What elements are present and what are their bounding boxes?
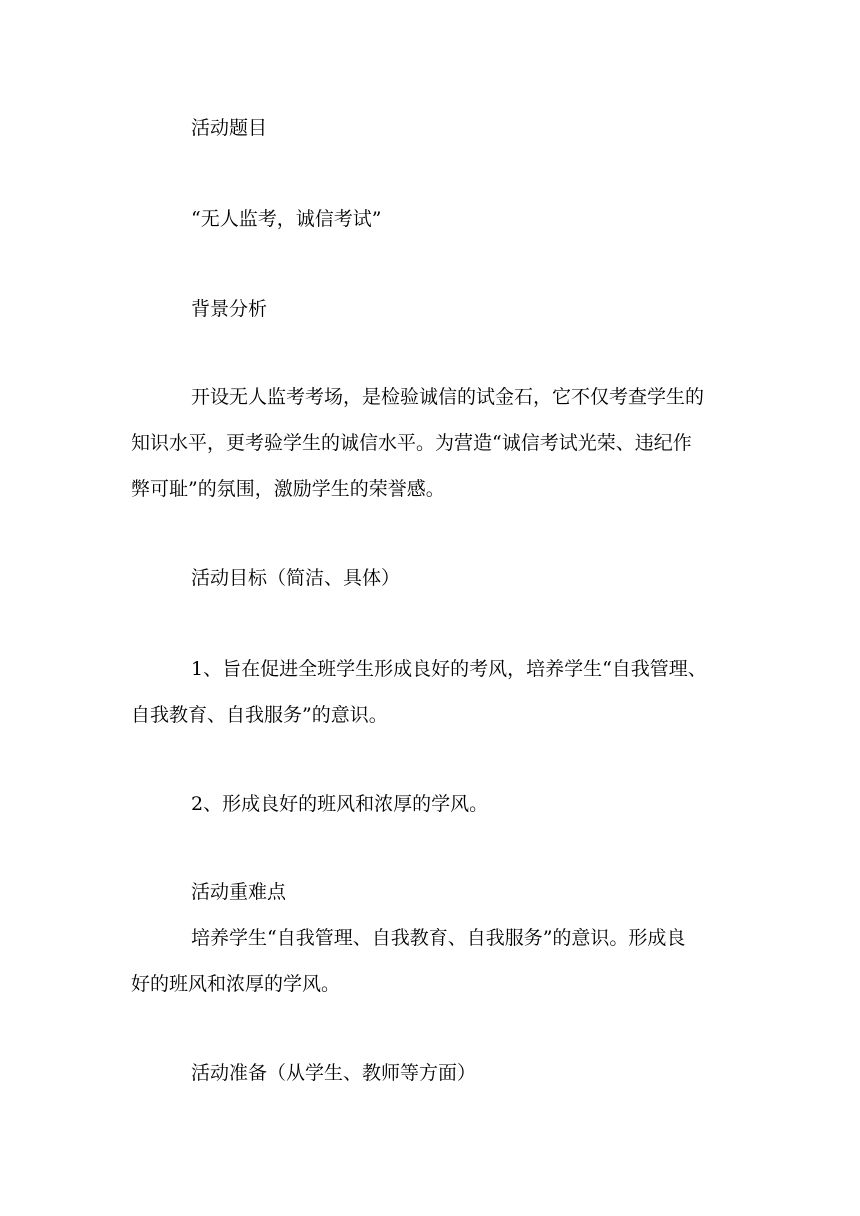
key-points-line-1: 培养学生“自我管理、自我教育、自我服务”的意识。形成良 <box>191 927 686 949</box>
heading-activity-preparation: 活动准备（从学生、教师等方面） <box>191 1062 477 1084</box>
heading-activity-goals: 活动目标（简洁、具体） <box>191 567 401 589</box>
goal-1-line-2: 自我教育、自我服务”的意识。 <box>131 704 388 726</box>
key-points-line-2: 好的班风和浓厚的学风。 <box>131 973 341 995</box>
goal-1-line-1: 1、旨在促进全班学生形成良好的考风，培养学生“自我管理、 <box>191 658 707 680</box>
activity-title: “无人监考，诚信考试” <box>191 208 382 230</box>
background-paragraph-line-3: 弊可耻”的氛围，激励学生的荣誉感。 <box>131 478 445 500</box>
heading-key-points: 活动重难点 <box>191 881 287 903</box>
background-paragraph-line-1: 开设无人监考考场，是检验诚信的试金石，它不仅考查学生的 <box>191 386 705 408</box>
goal-2: 2、形成良好的班风和浓厚的学风。 <box>191 793 489 815</box>
background-paragraph-line-2: 知识水平，更考验学生的诚信水平。为营造“诚信考试光荣、违纪作 <box>131 432 692 454</box>
heading-background-analysis: 背景分析 <box>191 298 268 320</box>
heading-activity-topic: 活动题目 <box>191 117 268 139</box>
